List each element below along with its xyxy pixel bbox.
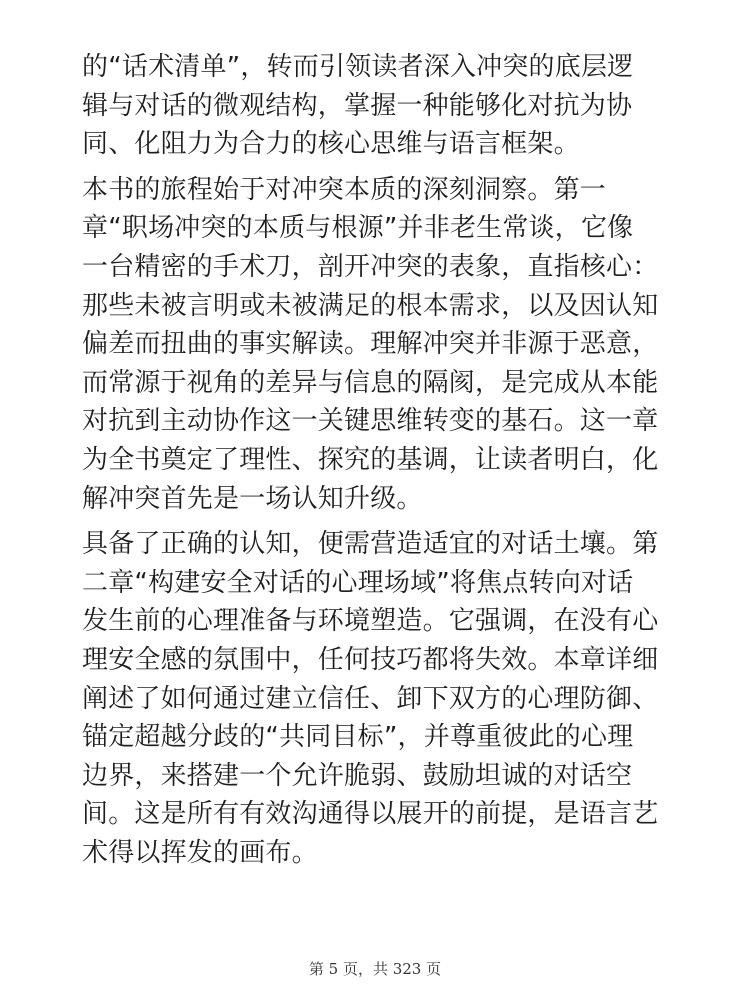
text-line: 章“职场冲突的本质与根源”并非老生常谈，它像 [82, 213, 634, 244]
text-line: 具备了正确的认知，便需营造适宜的对话土壤。第 [82, 529, 659, 560]
paragraph-2 [82, 171, 682, 518]
text-line: 理安全感的氛围中，任何技巧都将失效。本章详细 [82, 644, 659, 675]
paragraph-1 [82, 48, 682, 164]
text-line: 偏差而扭曲的事实解读。理解冲突并非源于恶意， [82, 329, 659, 360]
text-line: 的“话术清单”，转而引领读者深入冲突的底层逻 [82, 52, 634, 82]
body-text [82, 48, 682, 872]
text-line: 锚定超越分歧的“共同目标”，并尊重彼此的心理 [82, 722, 634, 753]
text-line: 发生前的心理准备与环境塑造。它强调，在没有心 [82, 606, 659, 637]
text-line: 术得以挥发的画布。 [82, 837, 318, 868]
text-line: 本书的旅程始于对冲突本质的深刻洞察。第一 [82, 174, 607, 205]
text-line: 边界，来搭建一个允许脆弱、鼓励坦诚的对话空 [82, 760, 633, 791]
text-line: 那些未被言明或未被满足的根本需求，以及因认知 [82, 290, 659, 321]
text-line: 为全书奠定了理性、探究的基调，让读者明白，化 [82, 444, 659, 475]
text-line: 二章“构建安全对话的心理场域”将焦点转向对话 [82, 567, 634, 598]
text-line: 阐述了如何通过建立信任、卸下双方的心理防御、 [82, 683, 659, 714]
text-line: 间。这是所有有效沟通得以展开的前提，是语言艺 [82, 799, 659, 830]
text-line: 辑与对话的微观结构，掌握一种能够化对抗为协 [82, 90, 633, 121]
page-number-footer: 第 5 页，共 323 页 [308, 960, 442, 978]
text-line: 解冲突首先是一场认知升级。 [82, 483, 423, 514]
text-line: 一台精密的手术刀，剖开冲突的表象，直指核心： [82, 251, 659, 282]
text-line: 同、化阻力为合力的核心思维与语言框架。 [82, 129, 580, 160]
paragraph-3 [82, 525, 682, 872]
text-line: 对抗到主动协作这一关键思维转变的基石。这一章 [82, 406, 659, 437]
text-line: 而常源于视角的差异与信息的隔阂，是完成从本能 [82, 367, 659, 398]
